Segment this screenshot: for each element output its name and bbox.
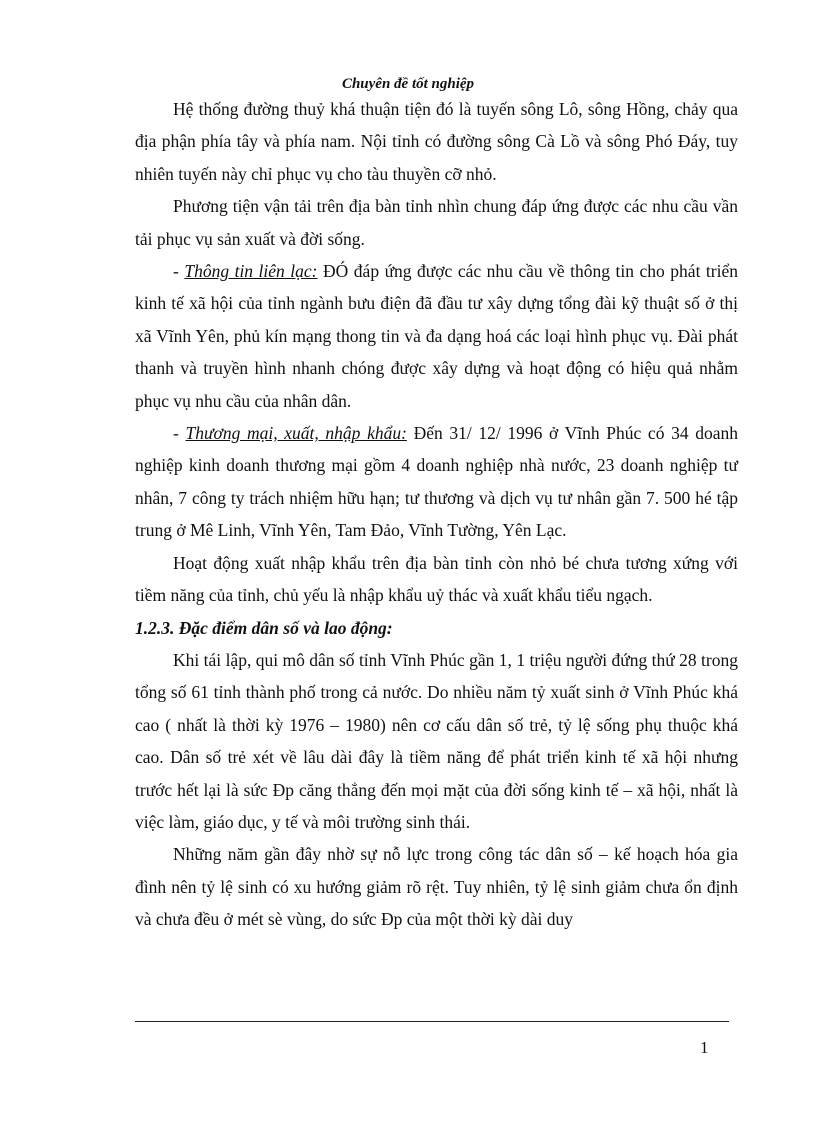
document-body	[135, 93, 738, 936]
paragraph-import-export: Hoạt động xuất nhập khẩu trên địa bàn tỉnh còn nhỏ bé chưa tương xứng với tiềm năng của tỉnh, chủ yếu là nhập khẩu uỷ thác và xuất khẩu tiểu ngạch.	[135, 552, 738, 606]
paragraph-communications	[135, 255, 738, 417]
paragraph-population: Khi tái lập, qui mô dân số tỉnh Vĩnh Phúc gần 1, 1 triệu người đứng thứ 28 trong tổng số 61 tỉnh thành phố trong cả nước. Do nhiều năm tỷ xuất sinh ở Vĩnh Phúc khá cao ( nhất là thời kỳ 1976 – 1980) nên cơ cấu dân số trẻ, tỷ lệ sống phụ thuộc khá cao. Dân số trẻ xét về lâu dài đây là tiềm năng để phát triển kinh tế xã hội nhưng trước hết lại là sức Đp căng thẳng đến mọi mặt của đời sống kinh tế – xã hội, nhất là việc làm, giáo dục, y tế và môi trường sinh thái.	[135, 649, 738, 832]
paragraph-waterways: Hệ thống đường thuỷ khá thuận tiện đó là tuyến sông Lô, sông Hồng, chảy qua địa phận phía tây và phía nam. Nội tỉnh có đường sông Cà Lồ và sông Phó Đáy, tuy nhiên tuyến này chỉ phục vụ cho tàu thuyền cỡ nhỏ.	[135, 99, 738, 184]
page-number: 1	[700, 1038, 709, 1057]
footer-divider	[135, 1021, 729, 1022]
bullet-dash: -	[173, 423, 186, 444]
paragraph-birth-rate: Những năm gần đây nhờ sự nỗ lực trong công tác dân số – kế hoạch hóa gia đình nên tỷ lệ sinh có xu hướng giảm rõ rệt. Tuy nhiên, tỷ lệ sinh giảm chưa ổn định và chưa đều ở mét sè vùng, do sức Đp của một thời kỳ dài duy	[135, 844, 738, 930]
paragraph-transport: Phương tiện vận tải trên địa bàn tỉnh nhìn chung đáp ứng được các nhu cầu vần tải phục vụ sản xuất và đời sống.	[135, 196, 738, 249]
communications-text: ĐÓ đáp ứng được các nhu cầu về thông tin cho phát triển kinh tế xã hội của tỉnh ngành bưu điện đã đầu tư xây dựng tổng đài kỹ thuật số ở thị xã Vĩnh Yên, phủ kín mạng thong tin và đa dạng hoá các loại hình phục vụ. Đài phát thanh và truyền hình nhanh chóng được xây dựng và hoạt động có hiệu quả nhằm phục vụ nhu cầu của nhân dân.	[135, 261, 739, 411]
page-header: Chuyên đề tốt nghiệp	[341, 76, 475, 92]
paragraph-trade	[135, 417, 738, 547]
section-heading: 1.2.3. Đặc điểm dân số và lao động:	[135, 617, 393, 638]
trade-label: Thương mại, xuất, nhập khẩu:	[185, 423, 407, 444]
communications-label: Thông tin liên lạc:	[184, 261, 318, 282]
bullet-dash: -	[173, 261, 185, 282]
trade-text: Đến 31/ 12/ 1996 ở Vĩnh Phúc có 34 doanh nghiệp kinh doanh thương mại gồm 4 doanh nghiệp nhà nước, 23 doanh nghiệp tư nhân, 7 công ty trách nhiệm hữu hạn; tư thương và dịch vụ tư nhân gần 7. 500 hé tập trung ở Mê Linh, Vĩnh Yên, Tam Đảo, Vĩnh Tường, Yên Lạc.	[135, 423, 739, 541]
